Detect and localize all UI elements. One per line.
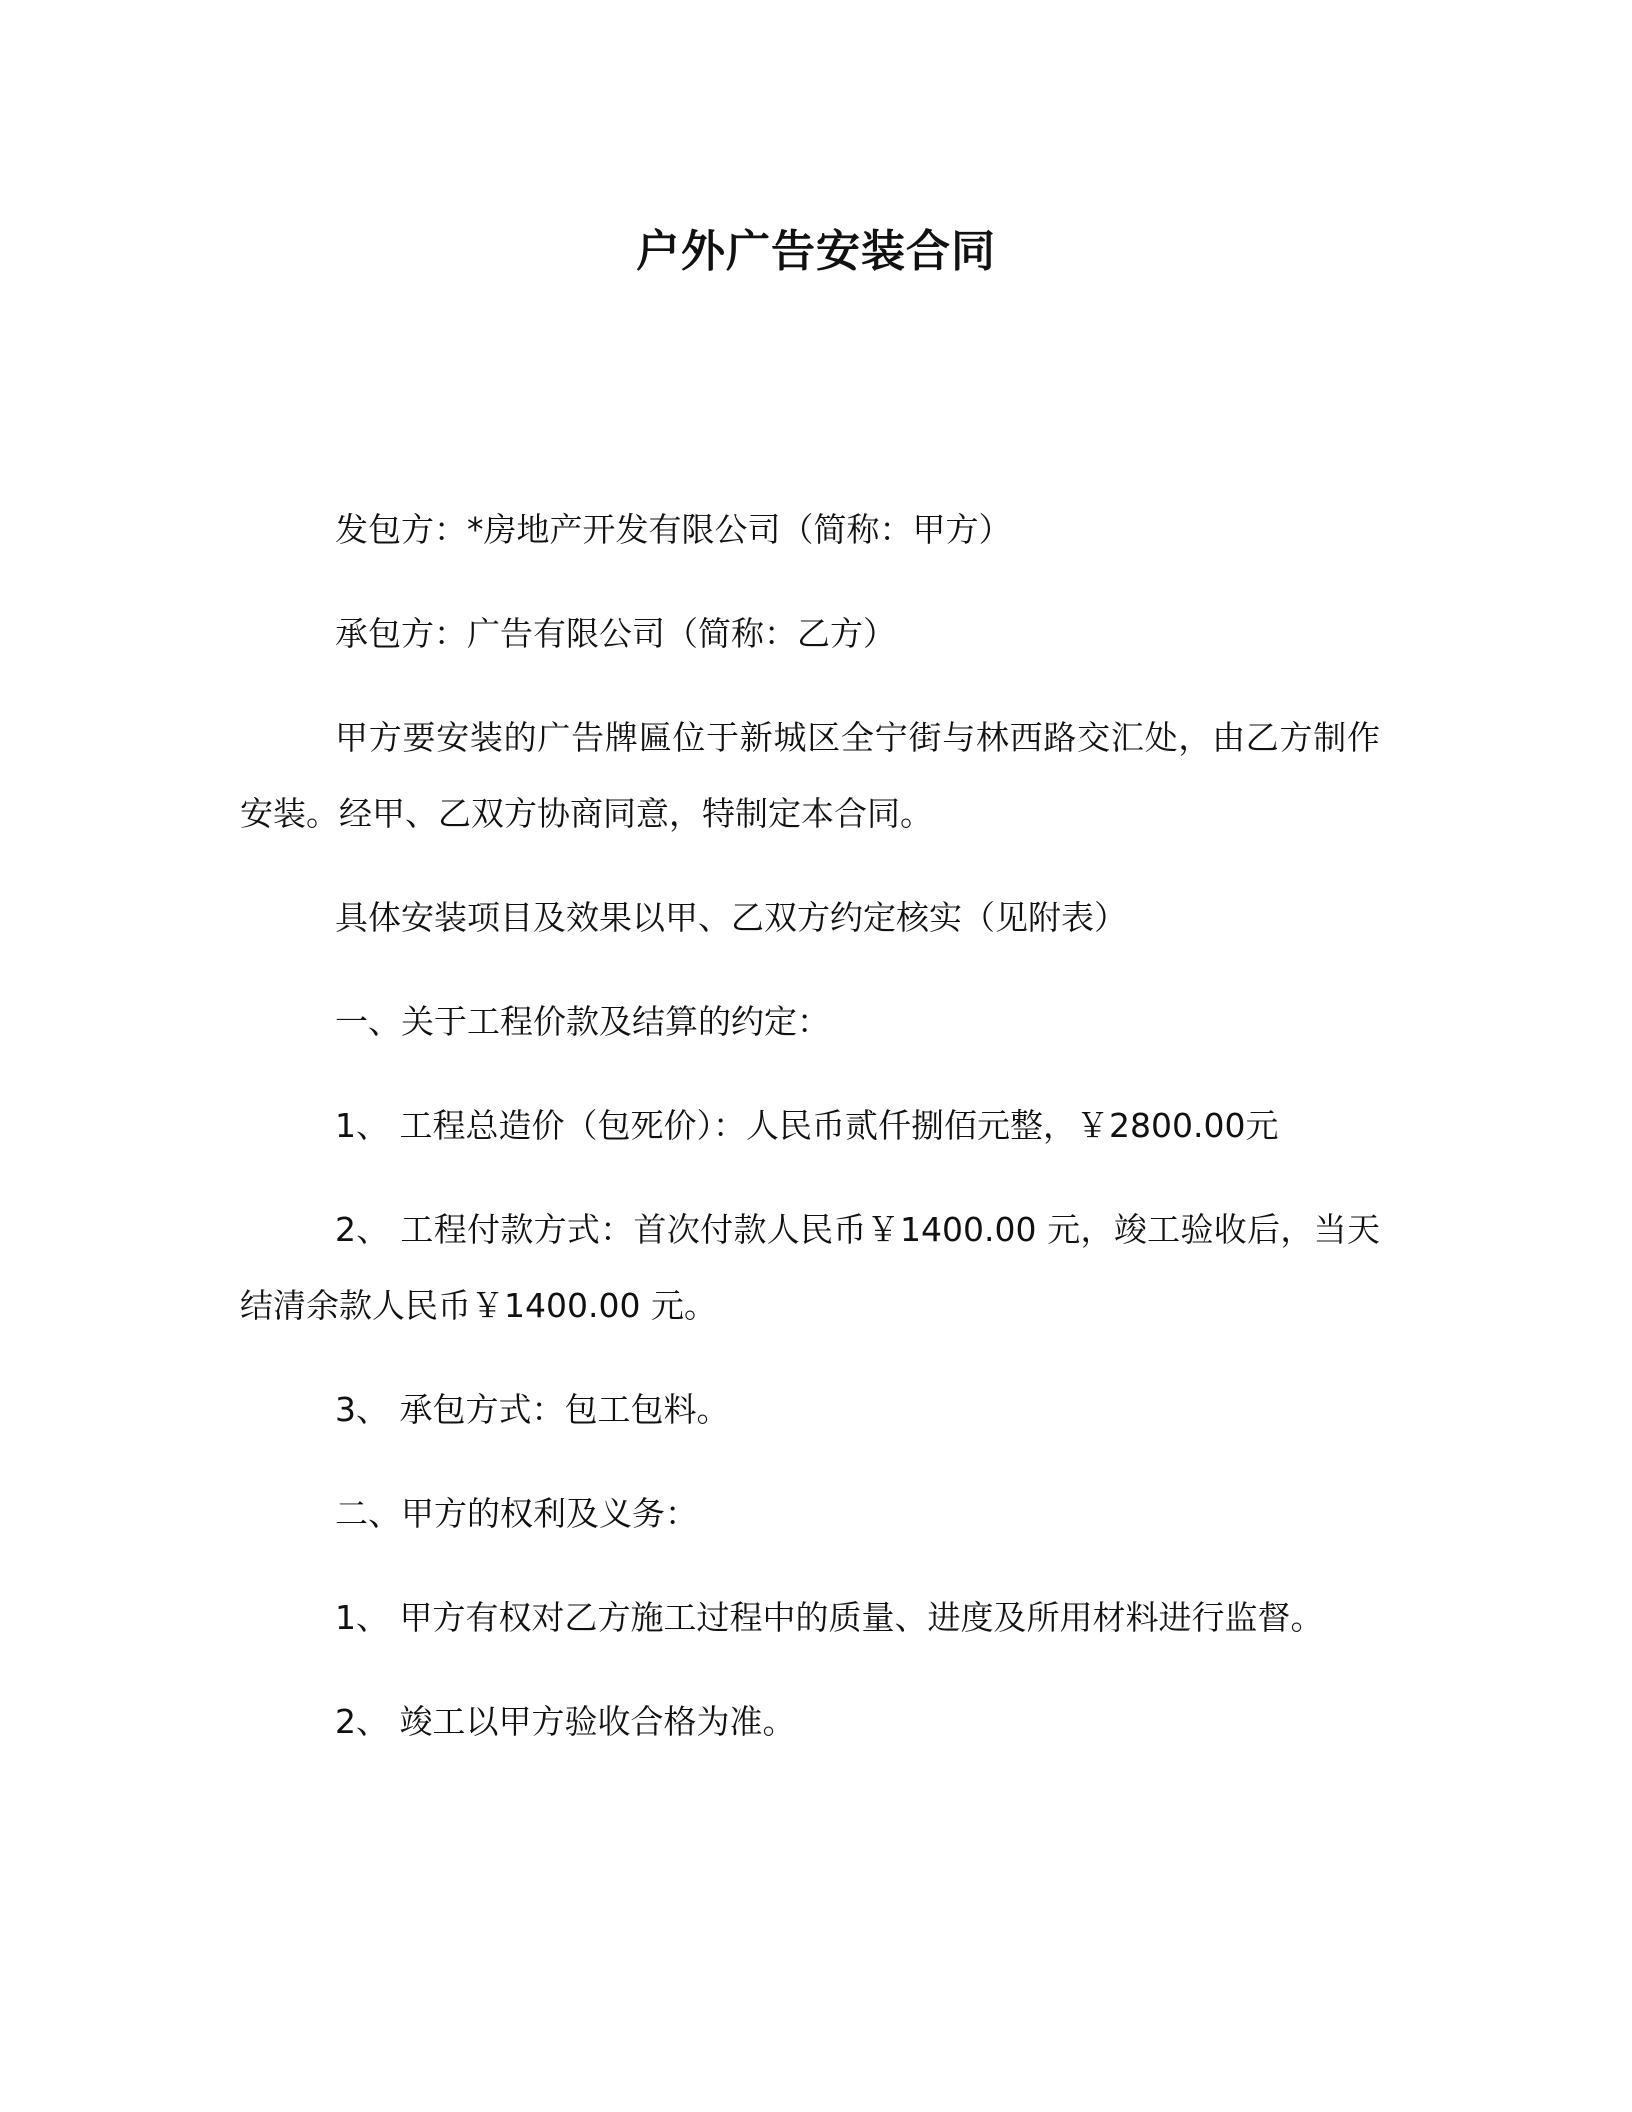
party-a-line: 发包方：*房地产开发有限公司（简称：甲方） — [335, 510, 1012, 549]
contract-title: 户外广告安装合同 — [636, 226, 996, 277]
price-clause-3: 3、 承包方式：包工包料。 — [335, 1390, 730, 1429]
section-heading-price: 一、关于工程价款及结算的约定： — [335, 1002, 830, 1041]
price-clause-1: 1、 工程总造价（包死价）：人民币贰仟捌佰元整，￥2800.00元 — [335, 1106, 1279, 1145]
project-details-paragraph: 具体安装项目及效果以甲、乙双方约定核实（见附表） — [335, 898, 1127, 937]
section-heading-party-a-rights: 二、甲方的权利及义务： — [335, 1494, 698, 1533]
party-b-line: 承包方：广告有限公司（简称：乙方） — [335, 614, 896, 653]
project-location-paragraph: 甲方要安装的广告牌匾位于新城区全宁街与林西路交汇处，由乙方制作安装。经甲、乙双方协商同意，特制定本合同。 — [240, 718, 1380, 833]
rights-clause-1: 1、 甲方有权对乙方施工过程中的质量、进度及所用材料进行监督。 — [335, 1598, 1324, 1637]
price-clause-2: 2、 工程付款方式：首次付款人民币￥1400.00 元，竣工验收后，当天结清余款人民币￥1400.00 元。 — [240, 1210, 1380, 1325]
rights-clause-2: 2、 竣工以甲方验收合格为准。 — [335, 1702, 796, 1741]
contract-body — [240, 492, 1380, 1788]
